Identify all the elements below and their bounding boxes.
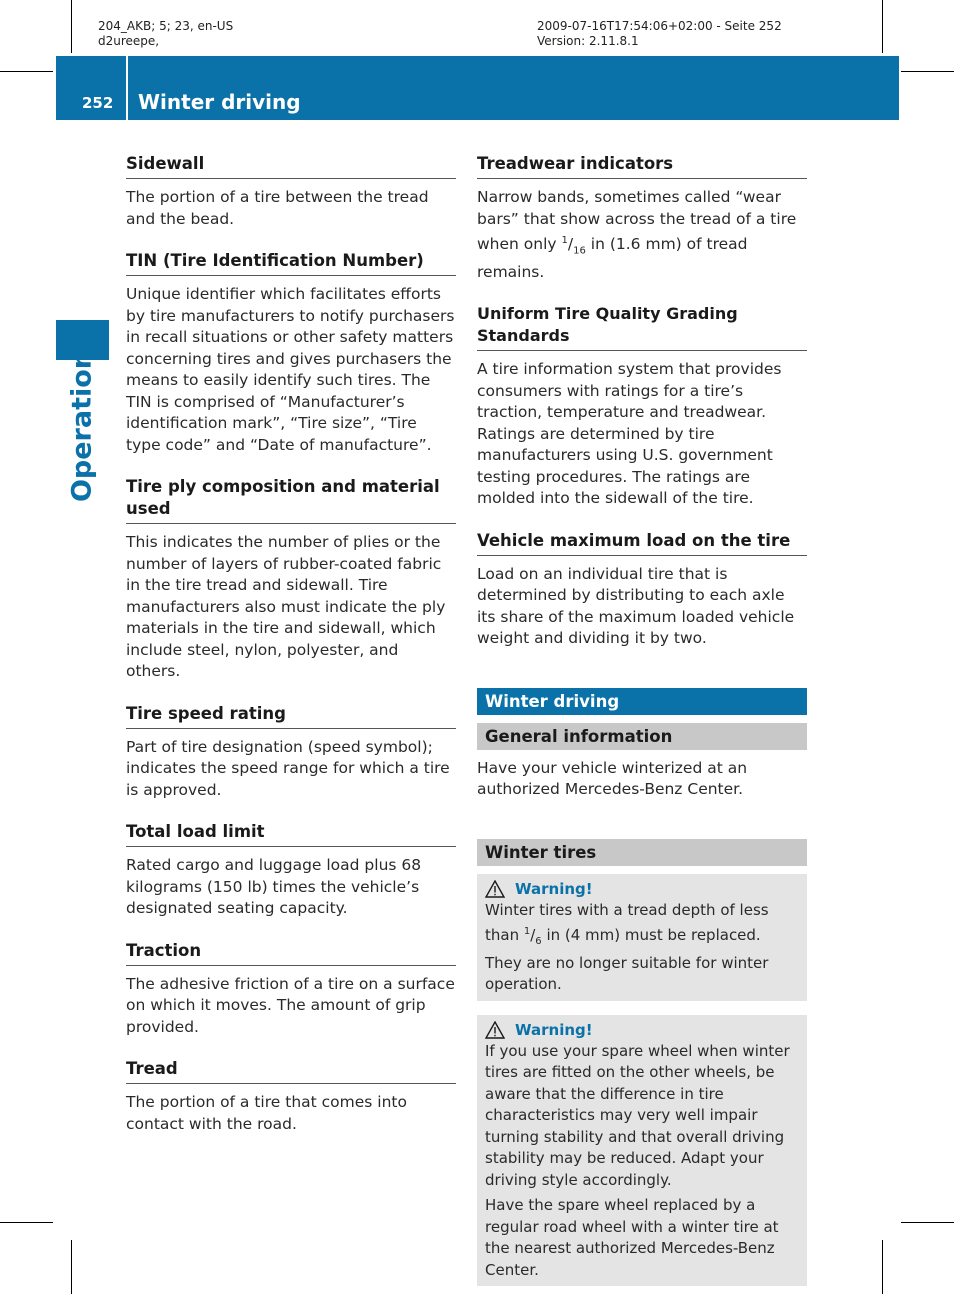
section-side-label: Operation (66, 349, 98, 503)
warning-box (477, 1015, 807, 1287)
definition-heading: Tire speed rating (126, 703, 456, 729)
definition-sidewall (126, 153, 456, 230)
definition-heading: Tire ply composition and material used (126, 476, 456, 524)
meta-line: 204_AKB; 5; 23, en-US (98, 19, 234, 33)
text-part: in (1.6 mm) of tread remains. (477, 235, 748, 281)
text-part: Narrow bands, sometimes called “wear bars” that show across the tread of a tire when only (477, 188, 797, 254)
definition-text (477, 187, 807, 283)
fraction-denominator: 6 (535, 936, 542, 948)
definition-text: This indicates the number of plies or the number of layers of rubber-coated fabric in the tire tread and sidewall. Tire manufacturers also must indicate the ply materials in the tire and sidewall, which include steel, nylon, polyester, and others. (126, 533, 446, 680)
warning-text (485, 900, 799, 996)
definition-text: Load on an individual tire that is determined by distributing to each axle its share of the maximum loaded vehicle weight and dividing it by two. (477, 564, 795, 648)
definition-heading: Treadwear indicators (477, 153, 807, 179)
definition-utqgs (477, 303, 807, 510)
crop-mark (0, 1222, 53, 1223)
definition-max-load (477, 530, 807, 650)
page-banner (56, 56, 899, 120)
definition-heading: Sidewall (126, 153, 456, 179)
right-column (477, 153, 807, 1300)
definition-tin (126, 250, 456, 456)
definition-speed-rating (126, 703, 456, 802)
definition-heading: TIN (Tire Identification Number) (126, 250, 456, 276)
fraction-numerator: 1 (523, 926, 531, 938)
definition-text: The portion of a tire between the tread and the bead. (126, 188, 429, 228)
page-number: 252 (82, 94, 114, 112)
definition-text: Rated cargo and luggage load plus 68 kilograms (150 lb) times the vehicle’s designated seating capacity. (126, 856, 422, 917)
banner-divider (126, 56, 128, 120)
crop-mark (882, 0, 883, 53)
warning-box (477, 874, 807, 1001)
meta-line: d2ureepe, (98, 34, 160, 48)
print-meta-left (98, 19, 233, 49)
left-column (126, 153, 456, 1155)
warning-header (485, 1019, 799, 1041)
fraction-slash: / (567, 235, 574, 254)
print-meta-right (537, 19, 782, 49)
definition-heading: Vehicle maximum load on the tire (477, 530, 807, 556)
definition-tire-ply (126, 476, 456, 683)
definition-total-load (126, 821, 456, 920)
fraction-slash: / (530, 926, 536, 945)
crop-mark (901, 71, 954, 72)
crop-mark (882, 1240, 883, 1294)
subsection-heading-winter-tires: Winter tires (477, 839, 807, 866)
definition-heading: Tread (126, 1058, 456, 1084)
warning-text: Have the spare wheel replaced by a regular road wheel with a winter tire at the nearest authorized Mercedes-Benz Center. (485, 1196, 779, 1279)
text-part: Winter tires with a tread depth of less than (485, 900, 769, 945)
crop-mark (71, 1240, 72, 1294)
general-info-text: Have your vehicle winterized at an authorized Mercedes-Benz Center. (477, 758, 748, 799)
warning-label: Warning! (515, 1020, 593, 1039)
definition-traction (126, 940, 456, 1039)
warning-text: If you use your spare wheel when winter tires are fitted on the other wheels, be aware that the difference in tire characteristics may very well impair turning stability and that overall driving stability may be reduced. Adapt your driving style accordingly. (485, 1041, 790, 1189)
meta-line: 2009-07-16T17:54:06+02:00 - Seite 252 (537, 19, 782, 33)
definition-text: Part of tire designation (speed symbol); indicates the speed range for which a tire is approved. (126, 737, 450, 799)
fraction-numerator: 1 (561, 235, 568, 246)
subsection-heading-general-information: General information (477, 723, 807, 750)
definition-text: The portion of a tire that comes into contact with the road. (126, 1093, 407, 1133)
definition-text: A tire information system that provides consumers with ratings for a tire’s traction, temperature and treadwear. Ratings are determined by tire manufacturers using U.S. government testing procedures. The ratings are molded into the sidewall of the tire. (477, 360, 782, 508)
definition-text: Unique identifier which facilitates efforts by tire manufacturers to notify purchasers in recall situations or other safety matters concerning tires and gives purchasers the means to easily identify such tires. The TIN is comprised of “Manufacturer’s identification mark”, “Tire size”, “Tire type code” and “Date of manufacture”. (126, 285, 455, 454)
definition-text: The adhesive friction of a tire on a surface on which it moves. The amount of grip provided. (126, 974, 455, 1036)
definition-heading: Uniform Tire Quality Grading Standards (477, 303, 807, 351)
definition-tread (126, 1058, 456, 1135)
crop-mark (901, 1222, 954, 1223)
warning-header (485, 878, 799, 900)
warning-triangle-icon (485, 1021, 505, 1039)
definition-heading: Total load limit (126, 821, 456, 847)
text-part: in (4 mm) must be replaced. They are no longer suitable for winter operation. (485, 926, 769, 994)
crop-mark (0, 71, 53, 72)
fraction-denominator: 16 (573, 245, 586, 257)
page-title: Winter driving (138, 90, 301, 114)
warning-triangle-icon (485, 880, 505, 898)
definition-treadwear (477, 153, 807, 283)
definition-heading: Traction (126, 940, 456, 966)
crop-mark (71, 0, 72, 53)
section-heading-winter-driving: Winter driving (477, 688, 807, 715)
meta-line: Version: 2.11.8.1 (537, 34, 639, 48)
warning-label: Warning! (515, 879, 593, 898)
